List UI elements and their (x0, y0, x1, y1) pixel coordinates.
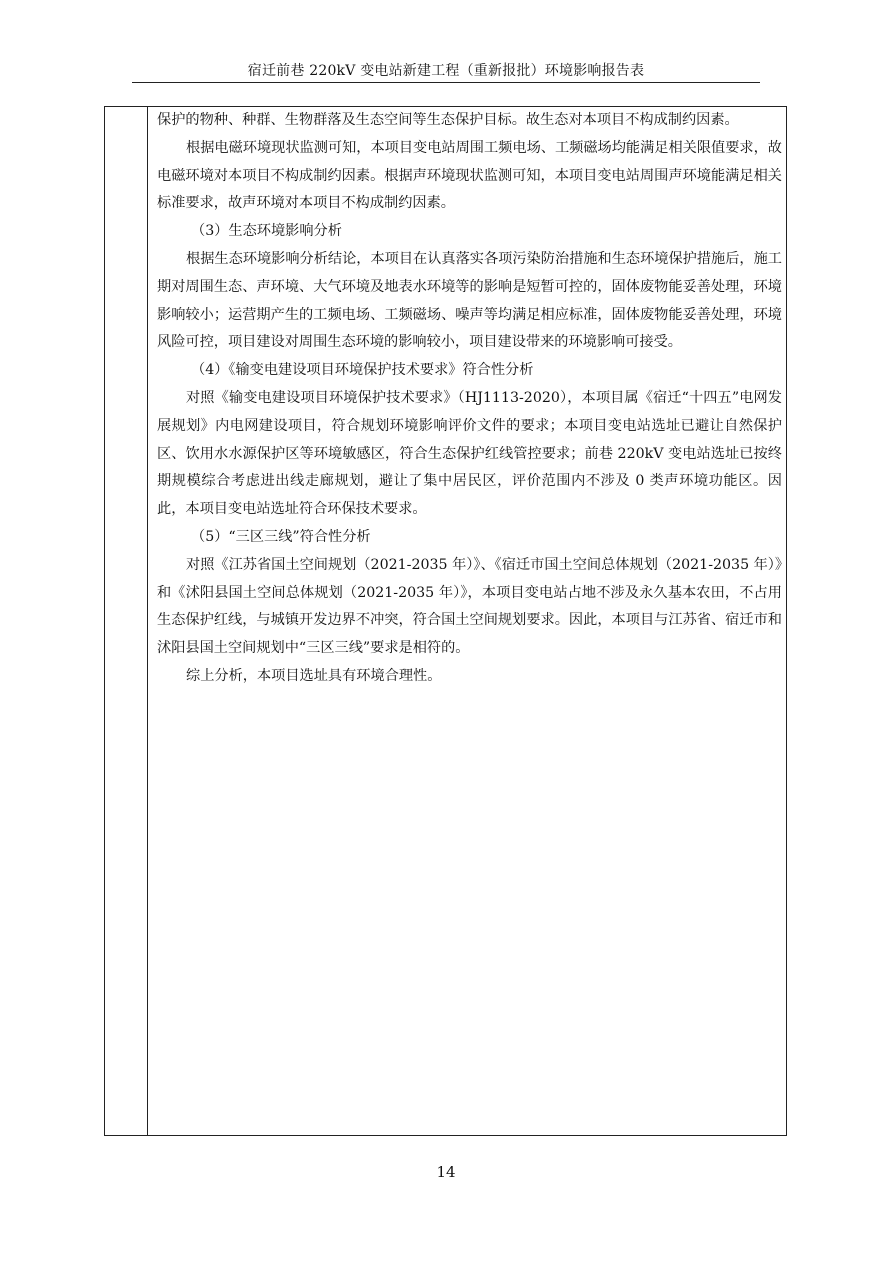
paragraph-three-zones-three-lines: 对照《江苏省国土空间规划（2021-2035 年）》、《宿迁市国土空间总体规划（2021-2035 年）》和《沭阳县国土空间总体规划（2021-2035 年）》，本项目变电站占地不涉及永久基本农田，不占用生态保护红线，与城镇开发边界不冲突，符合国土空间规划要求。因此，本项目与江苏省、宿迁市和沭阳县国土空间规划中“三区三线”要求是相符的。 (157, 556, 782, 657)
header-divider (132, 82, 760, 83)
paragraph-ecological-impact: 根据生态环境影响分析结论，本项目在认真落实各项污染防治措施和生态环境保护措施后，施工期对周围生态、声环境、大气环境及地表水环境等的影响是短暂可控的，固体废物能妥善处理，环境影响较小；运营期产生的工频电场、工频磁场、噪声等均满足相应标准，固体废物能妥善处理，环境风险可控，项目建设对周围生态环境的影响较小，项目建设带来的环境影响可接受。 (157, 250, 782, 351)
page-header-title: 宿迁前巷 220kV 变电站新建工程（重新报批）环境影响报告表 (247, 63, 645, 79)
paragraph-technical-requirements: 对照《输变电建设项目环境保护技术要求》（HJ1113-2020），本项目属《宿迁“十四五”电网发展规划》内电网建设项目，符合规划环境影响评价文件的要求；本项目变电站选址已避让自然保护区、饮用水水源保护区等环境敏感区，符合生态保护红线管控要求；前巷 220kV 变电站选址已按终期规模综合考虑进出线走廊规划，避让了集中居民区，评价范围内不涉及 0 类声环境功能区。因此，本项目变电站选址符合环保技术要求。 (157, 389, 782, 518)
heading-technical-requirements: （4）《输变电建设项目环境保护技术要求》符合性分析 (191, 362, 534, 379)
content-table (104, 106, 787, 1136)
paragraph-summary: 综上分析，本项目选址具有环境合理性。 (186, 667, 442, 684)
table-content-cell (157, 107, 782, 691)
paragraph-ecology-conclusion: 保护的物种、种群、生物群落及生态空间等生态保护目标。故生态对本项目不构成制约因素。 (157, 112, 739, 128)
heading-three-zones-three-lines: （5）“三区三线”符合性分析 (191, 528, 371, 545)
paragraph-em-acoustic: 根据电磁环境现状监测可知，本项目变电站周围工频电场、工频磁场均能满足相关限值要求，故电磁环境对本项目不构成制约因素。根据声环境现状监测可知，本项目变电站周围声环境能满足相关标准要求，故声环境对本项目不构成制约因素。 (157, 139, 782, 212)
table-label-column (105, 107, 148, 1135)
page-number: 14 (436, 1163, 456, 1181)
heading-ecological-impact: （3）生态环境影响分析 (191, 223, 342, 240)
